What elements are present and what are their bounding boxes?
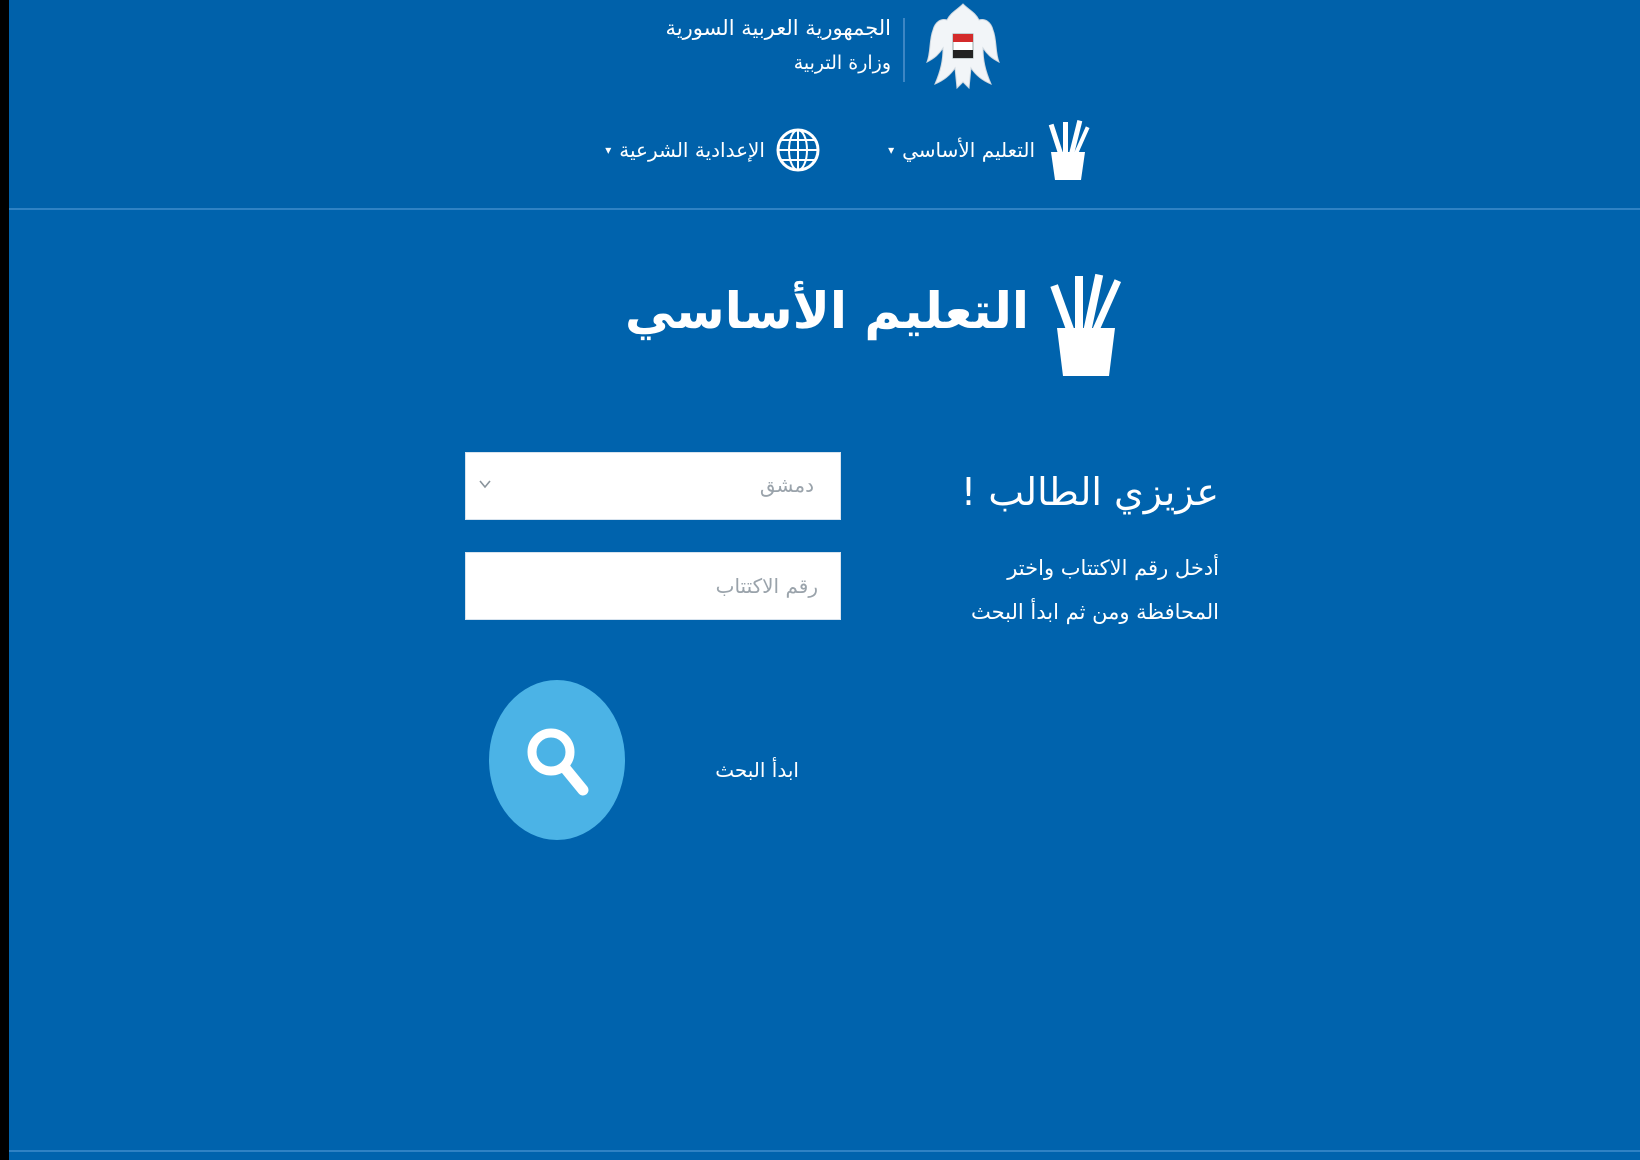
pencil-cup-icon xyxy=(1045,118,1091,182)
globe-icon xyxy=(775,118,821,182)
governorate-select[interactable] xyxy=(465,452,841,520)
nav-item-sharia-preparatory[interactable] xyxy=(589,118,821,182)
search-icon xyxy=(521,720,593,800)
search-button[interactable] xyxy=(489,680,625,840)
country-name: الجمهورية العربية السورية xyxy=(665,16,891,40)
eagle-emblem-icon xyxy=(917,0,1009,96)
intro-heading: عزيزي الطالب ! xyxy=(960,470,1219,514)
nav-basic-label: التعليم الأساسي xyxy=(902,138,1035,162)
chevron-down-icon xyxy=(478,477,492,491)
pencil-cup-icon xyxy=(1049,270,1127,378)
governorate-selected-value: دمشق xyxy=(759,473,814,497)
intro-text xyxy=(889,546,1219,634)
page-frame xyxy=(9,0,1640,1160)
nav-item-basic-education[interactable] xyxy=(871,118,1091,182)
chevron-down-icon: ▾ xyxy=(605,143,612,157)
chevron-down-icon: ▾ xyxy=(888,143,895,157)
top-header xyxy=(9,0,1640,210)
footer-divider xyxy=(9,1150,1640,1152)
nav-sharia-label: الإعدادية الشرعية xyxy=(619,138,765,162)
ministry-name: وزارة التربية xyxy=(793,52,891,74)
header-divider xyxy=(903,18,905,82)
subscription-number-field xyxy=(465,552,841,620)
intro-text-line: أدخل رقم الاكتتاب واختر xyxy=(1007,556,1219,580)
subscription-number-input[interactable] xyxy=(466,553,840,619)
search-button-label[interactable]: ابدأ البحث xyxy=(715,758,799,782)
intro-text-line: المحافظة ومن ثم ابدأ البحث xyxy=(970,600,1219,624)
page-title: التعليم الأساسي xyxy=(624,282,1029,340)
